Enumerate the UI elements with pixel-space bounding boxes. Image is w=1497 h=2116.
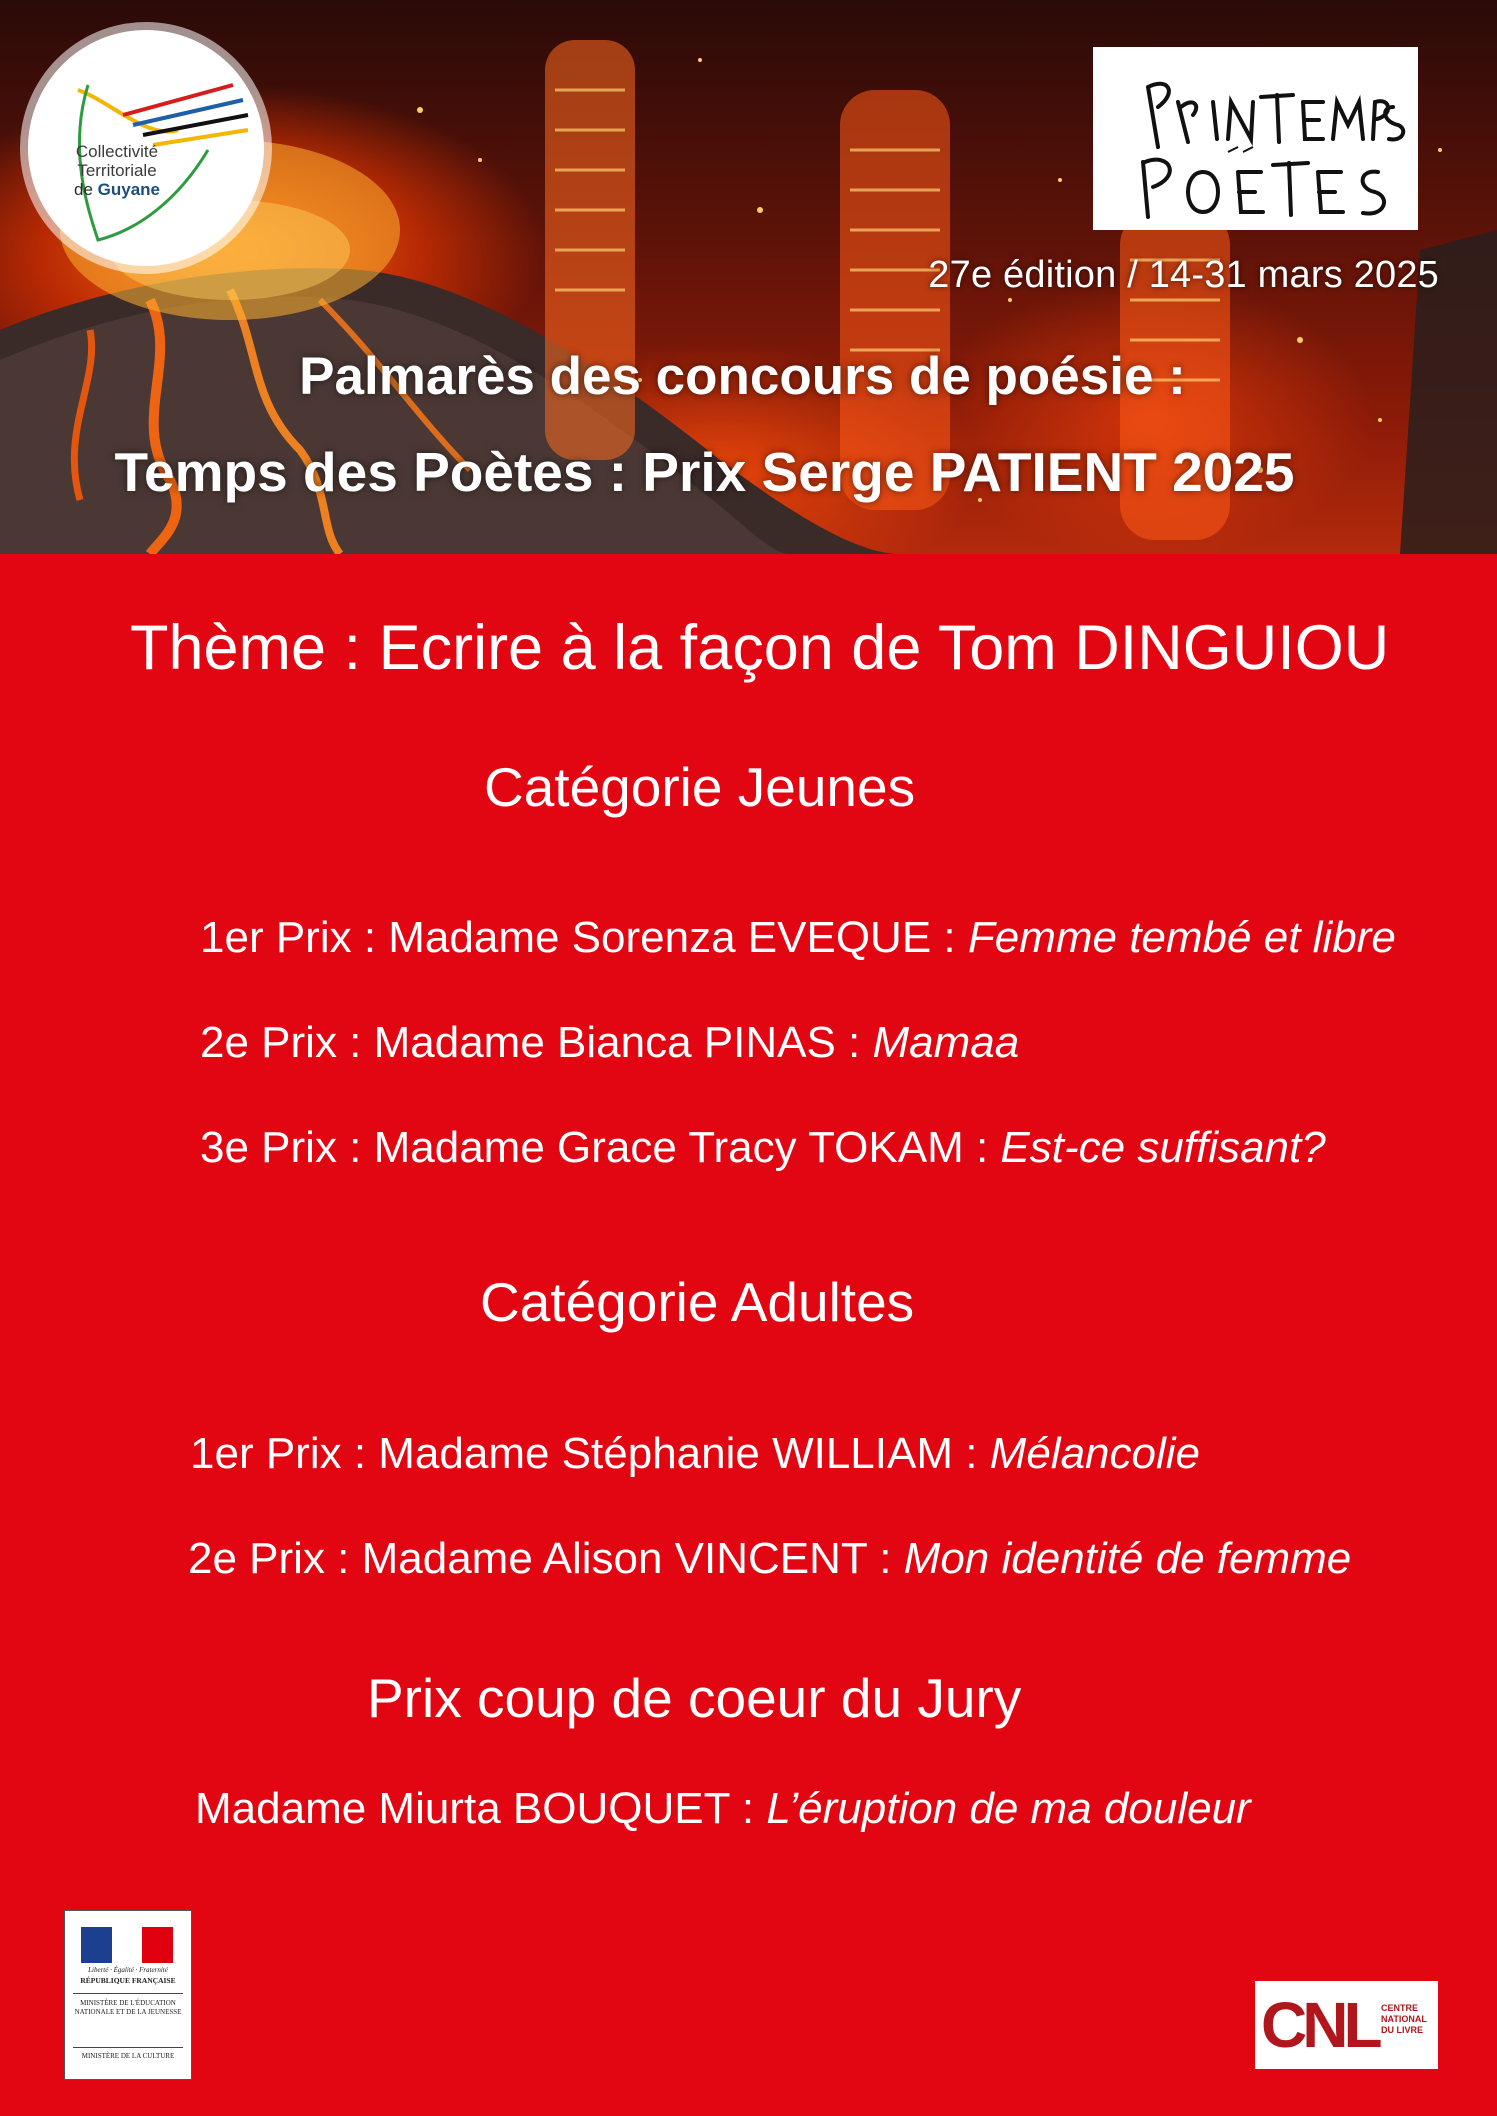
prize-entry [200, 1018, 1019, 1068]
prize-winner: 2e Prix : Madame Bianca PINAS : [200, 1018, 873, 1067]
prize-entry [195, 1784, 1251, 1834]
prize-winner: 1er Prix : Madame Stéphanie WILLIAM : [190, 1429, 990, 1478]
prize-work-title: Mélancolie [989, 1429, 1201, 1478]
cnl-logo [1255, 1981, 1438, 2069]
edition-dates: 27e édition / 14-31 mars 2025 [928, 254, 1439, 296]
prize-work-title: Mamaa [872, 1018, 1020, 1067]
printemps-des-poetes-logo [1093, 47, 1418, 230]
header-banner [0, 0, 1497, 554]
prize-work-title: Femme tembé et libre [967, 913, 1396, 962]
page-title-line-2: Temps des Poètes : Prix Serge PATIENT 2025 [114, 441, 1295, 503]
prize-entry [200, 1123, 1326, 1173]
category-jury-heading: Prix coup de coeur du Jury [367, 1667, 1022, 1729]
prize-winner: 1er Prix : Madame Sorenza EVEQUE : [200, 913, 968, 962]
rf-ministry-education: MINISTÈRE DE L'ÉDUCATION NATIONALE ET DE LA JEUNESSE [74, 1999, 182, 2016]
theme-heading: Thème : Ecrire à la façon de Tom DINGUIOU [130, 613, 1390, 683]
ctg-logo [28, 30, 264, 266]
ctg-logo-text [62, 142, 172, 199]
ctg-line-3 [62, 180, 172, 199]
category-jeunes-heading: Catégorie Jeunes [484, 756, 916, 818]
prize-winner: 2e Prix : Madame Alison VINCENT : [188, 1534, 904, 1583]
printemps-calligraphy [1093, 47, 1418, 230]
cnl-caption-line-1: CENTRE [1381, 2003, 1419, 2013]
cnl-mark: CNL [1261, 1989, 1378, 2061]
prize-work-title: Est-ce suffisant? [1000, 1123, 1326, 1172]
cnl-caption-line-2: NATIONAL [1381, 2014, 1427, 2024]
ctg-line-3-prefix: de [74, 180, 98, 199]
prize-entry [200, 913, 1396, 963]
french-flag-icon [81, 1927, 173, 1963]
ctg-line-1: Collectivité [75, 142, 159, 161]
rf-divider [73, 2047, 183, 2048]
rf-ministry-culture: MINISTÈRE DE LA CULTURE [81, 2052, 175, 2060]
cnl-caption-line-3: DU LIVRE [1381, 2025, 1424, 2035]
prize-entry [188, 1534, 1351, 1584]
page-title-line-1: Palmarès des concours de poésie : [299, 347, 1186, 406]
prize-work-title: L’éruption de ma douleur [766, 1784, 1251, 1833]
prize-entry [190, 1429, 1200, 1479]
prize-winner: Madame Miurta BOUQUET : [195, 1784, 767, 1833]
rf-motto: Liberté · Égalité · Fraternité [88, 1966, 168, 1974]
category-adultes-heading: Catégorie Adultes [480, 1271, 915, 1333]
ctg-line-3-bold: Guyane [97, 180, 160, 199]
prize-winner: 3e Prix : Madame Grace Tracy TOKAM : [200, 1123, 1001, 1172]
ctg-line-2: Territoriale [77, 161, 157, 180]
rf-republic: RÉPUBLIQUE FRANÇAISE [80, 1976, 176, 1985]
prize-work-title: Mon identité de femme [903, 1534, 1352, 1583]
rf-divider [73, 1993, 183, 1994]
republique-francaise-logo [64, 1910, 192, 2080]
cnl-caption [1381, 2003, 1427, 2036]
